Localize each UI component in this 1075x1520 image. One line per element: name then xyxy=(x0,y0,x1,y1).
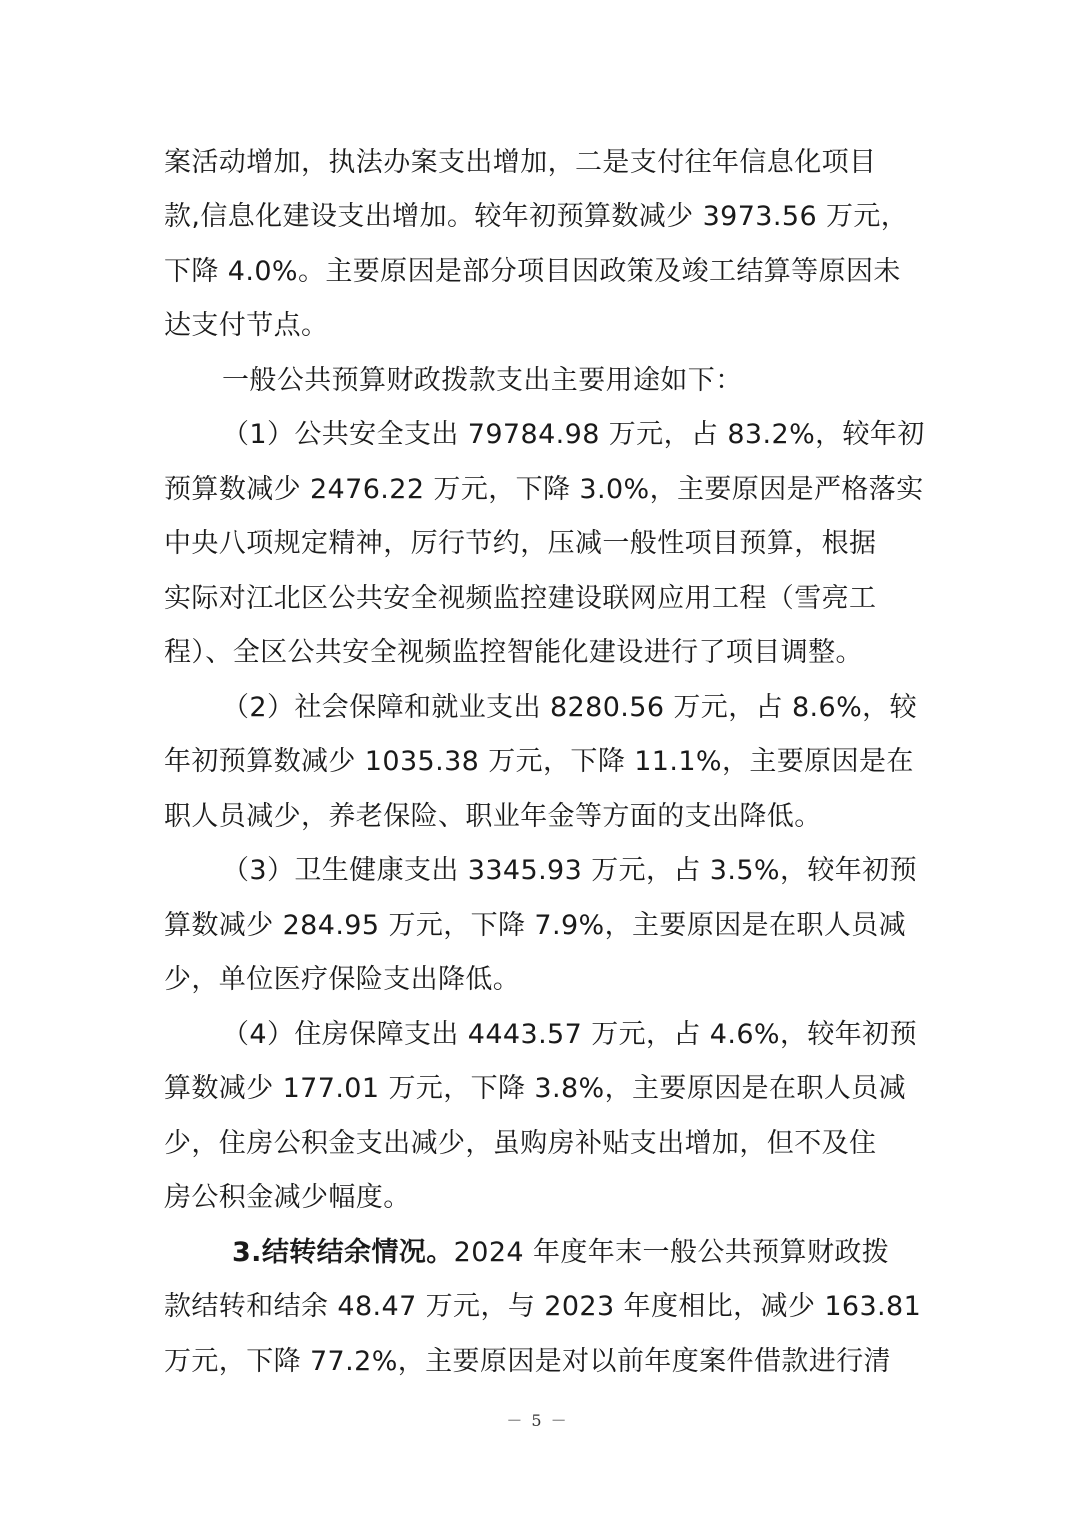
page-number: － 5 － xyxy=(506,1411,569,1430)
paragraph-line: 款,信息化建设支出增加。较年初预算数减少 3973.56 万元， xyxy=(164,201,909,232)
paragraph-line: 算数减少 177.01 万元，下降 3.8%，主要原因是在职人员减 xyxy=(164,1073,907,1104)
paragraph-line: （1）公共安全支出 79784.98 万元，占 83.2%，较年初 xyxy=(222,419,925,450)
paragraph-line: 职人员减少，养老保险、职业年金等方面的支出降低。 xyxy=(164,801,822,832)
paragraph-line: 少，单位医疗保险支出降低。 xyxy=(164,964,521,995)
paragraph-line: 达支付节点。 xyxy=(164,310,329,341)
section-heading: 3.结转结余情况。 xyxy=(232,1237,454,1268)
paragraph-line: 算数减少 284.95 万元，下降 7.9%，主要原因是在职人员减 xyxy=(164,910,907,941)
paragraph-line: 万元，下降 77.2%，主要原因是对以前年度案件借款进行清 xyxy=(164,1346,891,1377)
paragraph-line: 预算数减少 2476.22 万元，下降 3.0%，主要原因是严格落实 xyxy=(164,474,924,505)
paragraph-line: （2）社会保障和就业支出 8280.56 万元，占 8.6%，较 xyxy=(222,692,917,723)
section-text: 2024 年度年末一般公共预算财政拨 xyxy=(453,1237,890,1268)
paragraph-line: 年初预算数减少 1035.38 万元，下降 11.1%，主要原因是在 xyxy=(164,746,914,777)
paragraph-line: 实际对江北区公共安全视频监控建设联网应用工程（雪亮工 xyxy=(164,583,877,614)
paragraph-line: 少，住房公积金支出减少，虽购房补贴支出增加，但不及住 xyxy=(164,1128,877,1159)
paragraph-line: （3）卫生健康支出 3345.93 万元，占 3.5%，较年初预 xyxy=(222,855,917,886)
paragraph-line: （4）住房保障支出 4443.57 万元，占 4.6%，较年初预 xyxy=(222,1019,917,1050)
paragraph-line: 房公积金减少幅度。 xyxy=(164,1182,411,1213)
section-heading-line xyxy=(232,1236,992,1270)
paragraph-line: 一般公共预算财政拨款支出主要用途如下： xyxy=(222,365,743,396)
paragraph-line: 下降 4.0%。主要原因是部分项目因政策及竣工结算等原因未 xyxy=(164,256,901,287)
paragraph-line: 中央八项规定精神，厉行节约，压减一般性项目预算，根据 xyxy=(164,528,877,559)
paragraph-line: 程）、全区公共安全视频监控智能化建设进行了项目调整。 xyxy=(164,637,863,668)
paragraph-line: 款结转和结余 48.47 万元，与 2023 年度相比，减少 163.81 xyxy=(164,1291,922,1322)
paragraph-line: 案活动增加，执法办案支出增加，二是支付往年信息化项目 xyxy=(164,147,877,178)
